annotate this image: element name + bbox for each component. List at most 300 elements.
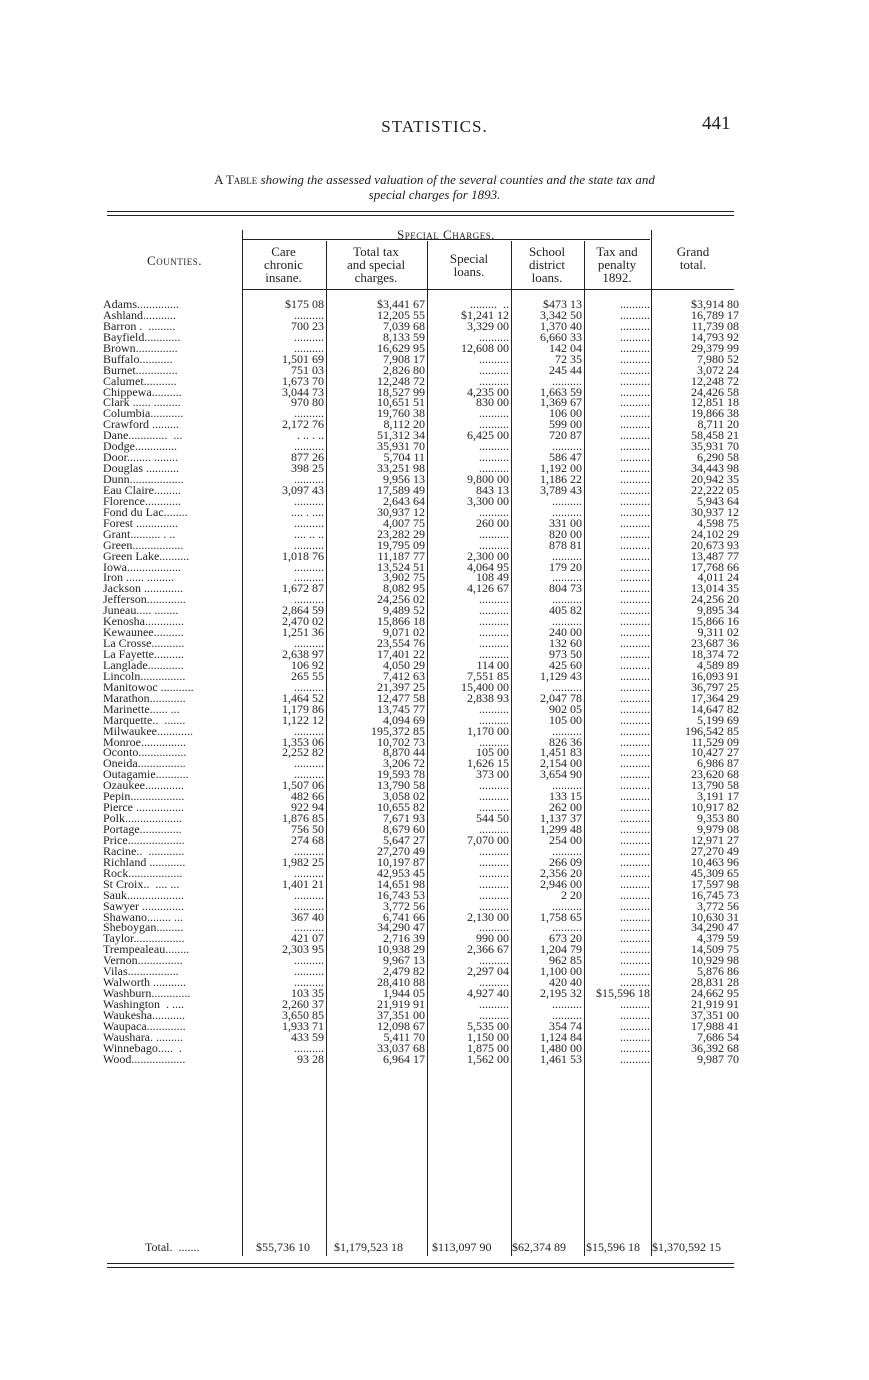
cell-special-14: .......... <box>479 450 509 465</box>
cell-school-64: .......... <box>552 997 582 1011</box>
cell-school-7: .......... <box>552 373 582 388</box>
cell-care-27: .......... <box>294 592 324 607</box>
cell-special-50: .......... <box>479 843 509 858</box>
cell-care-33: 106 92 <box>291 657 324 672</box>
cell-total_tax-15: 33,251 98 <box>377 461 425 476</box>
cell-penalty-29: .......... <box>620 614 650 629</box>
cell-counties-10: Columbia........... <box>103 406 184 421</box>
cell-penalty-19: .......... <box>620 504 650 519</box>
cell-penalty-14: .......... <box>620 450 650 465</box>
cell-counties-56: Shawano........ ... <box>103 909 183 924</box>
cell-counties-28: Juneau..... ........ <box>103 603 179 618</box>
header-total-tax: Total tax and special charges. <box>346 244 406 285</box>
cell-grand-44: 13,790 58 <box>691 778 739 793</box>
cell-penalty-27: .......... <box>620 592 650 607</box>
cell-counties-39: Milwaukee............ <box>103 723 193 738</box>
cell-total_tax-22: 19,795 09 <box>377 537 425 552</box>
cell-total_tax-11: 8,112 20 <box>383 417 425 432</box>
cell-grand-54: 16,745 73 <box>691 887 739 902</box>
cell-total_tax-24: 13,524 51 <box>377 559 425 574</box>
cell-special-0: ......... .. <box>470 297 509 311</box>
cell-grand-16: 20,942 35 <box>691 472 739 486</box>
cell-school-40: 826 36 <box>549 734 582 749</box>
cell-special-20: 260 00 <box>476 515 509 530</box>
page-number: 441 <box>702 113 731 134</box>
cell-total_tax-26: 8,082 95 <box>383 581 425 596</box>
cell-special-49: 7,070 00 <box>467 832 509 847</box>
cell-penalty-62: .......... <box>620 975 650 990</box>
cell-special-26: 4,126 67 <box>467 581 509 596</box>
cell-school-20: 331 00 <box>549 515 582 530</box>
cell-counties-33: Langlade............ <box>103 657 184 672</box>
cell-counties-68: Winnebago..... . <box>103 1040 182 1055</box>
cell-care-67: 433 59 <box>291 1029 324 1044</box>
school-loans-column <box>513 299 582 1065</box>
cell-grand-46: 10,917 82 <box>691 800 739 815</box>
cell-counties-12: Dane............. ... <box>103 428 183 443</box>
cell-total_tax-37: 13,745 77 <box>377 701 425 716</box>
cell-total_tax-44: 13,790 58 <box>377 778 425 793</box>
cell-grand-33: 4,589 89 <box>697 657 739 672</box>
cell-total_tax-32: 17,401 22 <box>377 647 425 661</box>
cell-total_tax-60: 9,967 13 <box>383 953 425 968</box>
cell-penalty-8: .......... <box>620 384 650 399</box>
cell-grand-29: 15,866 16 <box>691 614 739 629</box>
cell-school-21: 820 00 <box>549 526 582 541</box>
cell-counties-31: La Crosse........... <box>103 636 185 651</box>
cell-school-54: 2 20 <box>561 887 582 902</box>
cell-counties-20: Forest .............. <box>103 515 178 530</box>
bottom-rule <box>107 1263 734 1264</box>
cell-penalty-68: .......... <box>620 1040 650 1055</box>
cell-grand-35: 36,797 25 <box>691 679 739 694</box>
cell-grand-39: 196,542 85 <box>685 723 739 738</box>
cell-special-16: 9,800 00 <box>467 472 509 486</box>
cell-school-30: 240 00 <box>549 625 582 640</box>
cell-penalty-11: .......... <box>620 417 650 432</box>
cell-special-45: .......... <box>479 789 509 804</box>
cell-special-68: 1,875 00 <box>467 1040 509 1055</box>
cell-school-24: 179 20 <box>549 559 582 574</box>
cell-counties-21: Grant.......... . .. <box>103 526 176 541</box>
cell-total_tax-7: 12,248 72 <box>377 373 425 388</box>
cell-care-44: 1,507 06 <box>282 778 324 793</box>
cell-school-12: 720 87 <box>549 428 582 443</box>
cell-special-42: 1,626 15 <box>467 756 509 771</box>
cell-counties-42: Oneida................ <box>103 756 186 771</box>
cell-care-31: .......... <box>294 636 324 651</box>
cell-care-22: .......... <box>294 537 324 552</box>
total-total-tax: $1,179,523 18 <box>334 1240 403 1254</box>
cell-special-9: 830 00 <box>476 395 509 410</box>
cell-school-43: 3,654 90 <box>540 767 582 782</box>
cell-special-41: 105 00 <box>476 745 509 760</box>
cell-grand-40: 11,529 09 <box>691 734 739 749</box>
cell-school-25: .......... <box>552 570 582 585</box>
cell-counties-36: Marathon............ <box>103 690 186 705</box>
cell-counties-27: Jefferson............. <box>103 592 186 607</box>
cell-school-63: 2,195 32 <box>540 986 582 1001</box>
group-header-special-charges: Special Charges. <box>397 227 495 242</box>
cell-special-35: 15,400 00 <box>461 679 509 694</box>
cell-counties-43: Outagamie........... <box>103 767 189 782</box>
cell-penalty-26: .......... <box>620 581 650 596</box>
cell-school-39: .......... <box>552 723 582 738</box>
cell-care-65: 3,650 85 <box>282 1007 324 1022</box>
cell-care-29: 2,470 02 <box>282 614 324 629</box>
cell-total_tax-61: 2,479 82 <box>383 964 425 979</box>
top-rule <box>107 211 734 212</box>
cell-school-36: 2,047 78 <box>540 690 582 705</box>
cell-grand-64: 21,919 91 <box>691 997 739 1011</box>
cell-special-54: .......... <box>479 887 509 902</box>
cell-total_tax-66: 12,098 67 <box>377 1018 425 1033</box>
cell-counties-53: St Croix.. .... ... <box>103 876 180 891</box>
counties-column <box>103 299 241 1065</box>
cell-penalty-23: .......... <box>620 548 650 563</box>
cell-grand-49: 12,971 27 <box>691 832 739 847</box>
total-penalty: $15,596 18 <box>586 1240 640 1254</box>
cell-counties-69: Wood.................. <box>103 1051 186 1066</box>
cell-school-16: 1,186 22 <box>540 472 582 486</box>
cell-special-53: .......... <box>479 876 509 891</box>
cell-care-13: .......... <box>294 439 324 454</box>
cell-school-10: 106 00 <box>549 406 582 421</box>
penalty-column <box>586 299 650 1065</box>
total-tax-column <box>328 299 425 1065</box>
cell-care-66: 1,933 71 <box>282 1018 324 1033</box>
cell-counties-17: Eau Claire......... <box>103 482 181 497</box>
cell-grand-34: 16,093 91 <box>691 668 739 683</box>
cell-care-42: .......... <box>294 756 324 771</box>
cell-grand-59: 14,509 75 <box>691 942 739 957</box>
total-special: $113,097 90 <box>432 1240 492 1254</box>
cell-counties-58: Taylor................. <box>103 931 185 946</box>
cell-counties-24: Iowa.................. <box>103 559 181 574</box>
cell-care-49: 274 68 <box>291 832 324 847</box>
cell-counties-62: Walworth ........... <box>103 975 187 990</box>
cell-care-47: 1,876 85 <box>282 811 324 826</box>
cell-school-59: 1,204 79 <box>540 942 582 957</box>
cell-counties-46: Pierce ................ <box>103 800 184 815</box>
cell-counties-64: Washington . .... <box>103 997 185 1011</box>
cell-total_tax-57: 34,290 47 <box>377 920 425 935</box>
cell-special-6: .......... <box>479 362 509 377</box>
cell-grand-14: 6,290 58 <box>697 450 739 465</box>
cell-special-64: .......... <box>479 997 509 1011</box>
cell-care-3: .......... <box>294 329 324 344</box>
cell-penalty-6: .......... <box>620 362 650 377</box>
col-divider-1 <box>242 230 243 1256</box>
cell-school-5: 72 35 <box>555 351 582 366</box>
cell-total_tax-58: 2,716 39 <box>383 931 425 946</box>
cell-school-13: .......... <box>552 439 582 454</box>
cell-school-22: 878 81 <box>549 537 582 552</box>
cell-counties-5: Buffalo........... <box>103 351 173 366</box>
cell-care-17: 3,097 43 <box>282 482 324 497</box>
cell-care-50: .......... <box>294 843 324 858</box>
cell-counties-15: Douglas ........... <box>103 461 179 476</box>
cell-special-39: 1,170 00 <box>467 723 509 738</box>
cell-penalty-25: .......... <box>620 570 650 585</box>
cell-penalty-18: .......... <box>620 493 650 508</box>
cell-grand-65: 37,351 00 <box>691 1007 739 1022</box>
cell-care-53: 1,401 21 <box>282 876 324 891</box>
cell-total_tax-8: 18,527 99 <box>377 384 425 399</box>
caption-line2: special charges for 1893. <box>368 187 501 202</box>
cell-penalty-42: .......... <box>620 756 650 771</box>
cell-special-46: .......... <box>479 800 509 815</box>
cell-penalty-17: .......... <box>620 482 650 497</box>
cell-grand-0: $3,914 80 <box>691 297 739 311</box>
cell-grand-10: 19,866 38 <box>691 406 739 421</box>
cell-total_tax-52: 42,953 45 <box>377 865 425 880</box>
cell-school-37: 902 05 <box>549 701 582 716</box>
page-header: STATISTICS. <box>381 117 488 136</box>
cell-total_tax-55: 3,772 56 <box>383 898 425 913</box>
cell-school-26: 804 73 <box>549 581 582 596</box>
cell-school-6: 245 44 <box>549 362 582 377</box>
cell-counties-11: Crawford ......... <box>103 417 179 432</box>
cell-school-49: 254 00 <box>549 832 582 847</box>
cell-school-29: .......... <box>552 614 582 629</box>
cell-grand-52: 45,309 65 <box>691 865 739 880</box>
cell-counties-50: Racine.. ............ <box>103 843 185 858</box>
cell-grand-38: 5,199 69 <box>697 712 739 727</box>
cell-total_tax-40: 10,702 73 <box>377 734 425 749</box>
cell-special-12: 6,425 00 <box>467 428 509 443</box>
cell-care-10: .......... <box>294 406 324 421</box>
special-loans-column <box>429 299 509 1065</box>
cell-total_tax-59: 10,938 29 <box>377 942 425 957</box>
cell-total_tax-43: 19,593 78 <box>377 767 425 782</box>
cell-total_tax-30: 9,071 02 <box>383 625 425 640</box>
cell-care-46: 922 94 <box>291 800 324 815</box>
cell-school-57: .......... <box>552 920 582 935</box>
cell-penalty-41: .......... <box>620 745 650 760</box>
cell-care-0: $175 08 <box>285 297 324 311</box>
cell-special-37: .......... <box>479 701 509 716</box>
cell-school-46: 262 00 <box>549 800 582 815</box>
total-grand: $1,370,592 15 <box>652 1240 721 1254</box>
cell-total_tax-25: 3,902 75 <box>383 570 425 585</box>
cell-school-38: 105 00 <box>549 712 582 727</box>
cell-counties-59: Trempealeau........ <box>103 942 190 957</box>
cell-total_tax-56: 6,741 66 <box>383 909 425 924</box>
cell-school-58: 673 20 <box>549 931 582 946</box>
cell-grand-56: 10,630 31 <box>691 909 739 924</box>
cell-special-67: 1,150 00 <box>467 1029 509 1044</box>
cell-care-5: 1,501 69 <box>282 351 324 366</box>
cell-total_tax-33: 4,050 29 <box>383 657 425 672</box>
cell-counties-22: Green................. <box>103 537 184 552</box>
cell-penalty-37: .......... <box>620 701 650 716</box>
cell-care-7: 1,673 70 <box>282 373 324 388</box>
cell-total_tax-12: 51,312 34 <box>377 428 425 443</box>
cell-care-26: 1,672 87 <box>282 581 324 596</box>
cell-counties-34: Lincoln............... <box>103 668 186 683</box>
cell-total_tax-9: 10,651 51 <box>377 395 425 410</box>
cell-school-32: 973 50 <box>549 647 582 661</box>
cell-penalty-64: .......... <box>620 997 650 1011</box>
cell-total_tax-31: 23,554 76 <box>377 636 425 651</box>
cell-grand-24: 17,768 66 <box>691 559 739 574</box>
cell-school-17: 3,789 43 <box>540 482 582 497</box>
cell-care-34: 265 55 <box>291 668 324 683</box>
cell-care-25: .......... <box>294 570 324 585</box>
header-grand-total: Grand total. <box>676 244 710 272</box>
cell-penalty-66: .......... <box>620 1018 650 1033</box>
cell-penalty-56: .......... <box>620 909 650 924</box>
cell-school-60: 962 85 <box>549 953 582 968</box>
cell-care-48: 756 50 <box>291 822 324 836</box>
cell-school-44: .......... <box>552 778 582 793</box>
header-school-district: School district loans. <box>528 244 566 285</box>
cell-school-41: 1,451 83 <box>540 745 582 760</box>
cell-total_tax-13: 35,931 70 <box>377 439 425 454</box>
cell-care-54: .......... <box>294 887 324 902</box>
cell-counties-48: Portage.............. <box>103 822 182 836</box>
cell-total_tax-14: 5,704 11 <box>383 450 425 465</box>
cell-school-47: 1,137 37 <box>540 811 582 826</box>
cell-special-51: .......... <box>479 854 509 869</box>
cell-penalty-4: .......... <box>620 340 650 355</box>
cell-care-40: 1,353 06 <box>282 734 324 749</box>
cell-care-30: 1,251 36 <box>282 625 324 640</box>
cell-care-28: 2,864 59 <box>282 603 324 618</box>
cell-special-4: 12,608 00 <box>461 340 509 355</box>
cell-total_tax-62: 28,410 88 <box>377 975 425 990</box>
cell-school-42: 2,154 00 <box>540 756 582 771</box>
cell-school-48: 1,299 48 <box>540 822 582 836</box>
cell-special-22: .......... <box>479 537 509 552</box>
cell-counties-49: Price................... <box>103 832 185 847</box>
cell-special-60: .......... <box>479 953 509 968</box>
cell-care-62: .......... <box>294 975 324 990</box>
cell-penalty-28: .......... <box>620 603 650 618</box>
cell-grand-1: 16,789 17 <box>691 307 739 322</box>
cell-total_tax-1: 12,205 55 <box>377 307 425 322</box>
bottom-rule-2 <box>107 1267 734 1268</box>
cell-school-27: .......... <box>552 592 582 607</box>
cell-grand-5: 7,980 52 <box>697 351 739 366</box>
cell-penalty-39: .......... <box>620 723 650 738</box>
cell-school-61: 1,100 00 <box>540 964 582 979</box>
cell-school-50: .......... <box>552 843 582 858</box>
cell-school-2: 1,370 40 <box>540 318 582 333</box>
cell-penalty-24: .......... <box>620 559 650 574</box>
cell-grand-55: 3,772 56 <box>697 898 739 913</box>
cell-grand-13: 35,931 70 <box>691 439 739 454</box>
cell-total_tax-65: 37,351 00 <box>377 1007 425 1022</box>
cell-penalty-47: .......... <box>620 811 650 826</box>
cell-grand-42: 6,986 87 <box>697 756 739 771</box>
cell-care-15: 398 25 <box>291 461 324 476</box>
cell-care-36: 1,464 52 <box>282 690 324 705</box>
cell-grand-31: 23,687 36 <box>691 636 739 651</box>
cell-special-7: .......... <box>479 373 509 388</box>
cell-special-29: .......... <box>479 614 509 629</box>
cell-special-17: 843 13 <box>476 482 509 497</box>
cell-total_tax-29: 15,866 18 <box>377 614 425 629</box>
cell-penalty-15: .......... <box>620 461 650 476</box>
cell-total_tax-64: 21,919 91 <box>377 997 425 1011</box>
header-bottom-rule <box>242 289 734 290</box>
cell-penalty-0: .......... <box>620 297 650 311</box>
total-school: $62,374 89 <box>512 1240 566 1254</box>
header-counties: Counties. <box>147 253 202 268</box>
cell-special-61: 2,297 04 <box>467 964 509 979</box>
col-divider-6 <box>651 230 652 1256</box>
cell-grand-62: 28,831 28 <box>691 975 739 990</box>
cell-penalty-45: .......... <box>620 789 650 804</box>
cell-counties-45: Pepin.................. <box>103 789 185 804</box>
cell-school-51: 266 09 <box>549 854 582 869</box>
cell-special-24: 4,064 95 <box>467 559 509 574</box>
cell-grand-61: 5,876 86 <box>697 964 739 979</box>
cell-special-65: .......... <box>479 1007 509 1022</box>
col-divider-2 <box>326 241 327 1256</box>
cell-grand-45: 3,191 17 <box>697 789 739 804</box>
cell-penalty-52: .......... <box>620 865 650 880</box>
cell-counties-61: Vilas................. <box>103 964 179 979</box>
cell-grand-21: 24,102 29 <box>691 526 739 541</box>
cell-counties-65: Waukesha........... <box>103 1007 186 1022</box>
cell-penalty-69: .......... <box>620 1051 650 1066</box>
cell-care-4: .......... <box>294 340 324 355</box>
cell-special-66: 5,535 00 <box>467 1018 509 1033</box>
cell-total_tax-0: $3,441 67 <box>377 297 425 311</box>
cell-total_tax-17: 17,589 49 <box>377 482 425 497</box>
cell-care-6: 751 03 <box>291 362 324 377</box>
cell-grand-32: 18,374 72 <box>691 647 739 661</box>
cell-care-37: 1,179 86 <box>282 701 324 716</box>
cell-counties-32: La Fayette.......... <box>103 647 184 661</box>
cell-grand-67: 7,686 54 <box>697 1029 739 1044</box>
cell-total_tax-48: 8,679 60 <box>383 822 425 836</box>
cell-care-41: 2,252 82 <box>282 745 324 760</box>
cell-counties-9: Clark ...... ......... <box>103 395 181 410</box>
cell-penalty-67: .......... <box>620 1029 650 1044</box>
cell-special-62: .......... <box>479 975 509 990</box>
cell-special-1: $1,241 12 <box>461 307 509 322</box>
cell-total_tax-23: 11,187 77 <box>377 548 425 563</box>
cell-grand-7: 12,248 72 <box>691 373 739 388</box>
cell-care-57: .......... <box>294 920 324 935</box>
cell-counties-2: Barron . ......... <box>103 318 176 333</box>
cell-care-16: .......... <box>294 472 324 486</box>
cell-total_tax-69: 6,964 17 <box>383 1051 425 1066</box>
cell-counties-26: Jackson ............. <box>103 581 183 596</box>
cell-grand-27: 24,256 20 <box>691 592 739 607</box>
cell-grand-4: 29,379 99 <box>691 340 739 355</box>
cell-care-38: 1,122 12 <box>282 712 324 727</box>
cell-special-23: 2,300 00 <box>467 548 509 563</box>
cell-care-45: 482 66 <box>291 789 324 804</box>
cell-penalty-53: .......... <box>620 876 650 891</box>
cell-penalty-43: .......... <box>620 767 650 782</box>
cell-grand-3: 14,793 92 <box>691 329 739 344</box>
cell-special-21: .......... <box>479 526 509 541</box>
cell-total_tax-68: 33,037 68 <box>377 1040 425 1055</box>
top-rule-2 <box>107 215 734 216</box>
cell-special-34: 7,551 85 <box>467 668 509 683</box>
cell-penalty-5: .......... <box>620 351 650 366</box>
cell-total_tax-41: 8,870 44 <box>383 745 425 760</box>
col-divider-4 <box>511 241 512 1256</box>
cell-grand-23: 13,487 77 <box>691 548 739 563</box>
cell-counties-44: Ozaukee............. <box>103 778 184 793</box>
